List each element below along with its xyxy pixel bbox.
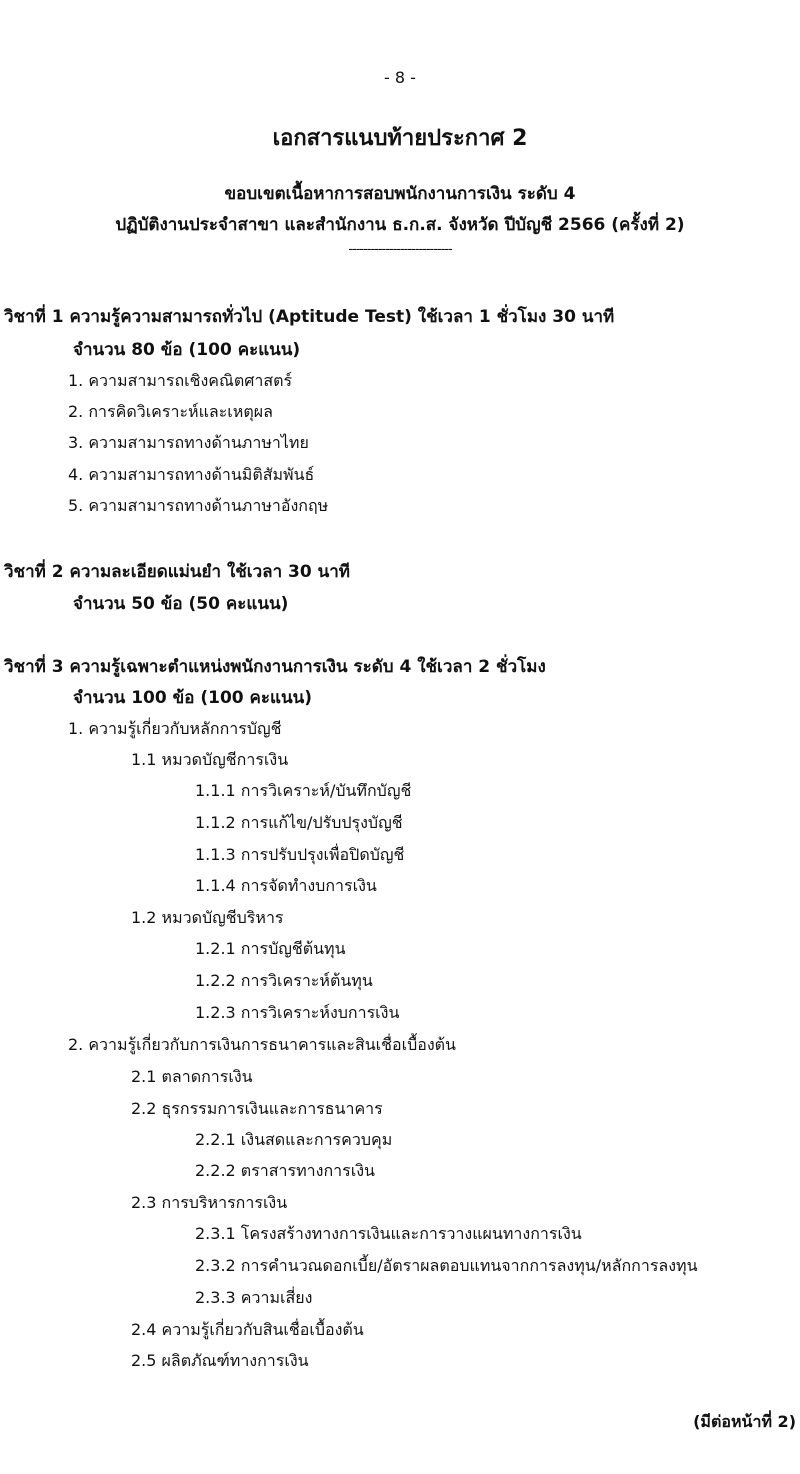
list-item: 2. การคิดวิเคราะห์และเหตุผล [68, 402, 273, 421]
topic-1-2: 1.2 หมวดบัญชีบริหาร [131, 908, 284, 927]
topic-2-5: 2.5 ผลิตภัณฑ์ทางการเงิน [131, 1351, 309, 1370]
topic-1-1-1: 1.1.1 การวิเคราะห์/บันทึกบัญชี [195, 781, 412, 800]
topic-2-3-2: 2.3.2 การคำนวณดอกเบี้ย/อัตราผลตอบแทนจากการลงทุน/หลักการลงทุน [195, 1256, 698, 1275]
topic-2-2: 2.2 ธุรกรรมการเงินและการธนาคาร [131, 1099, 383, 1118]
topic-2-2-2: 2.2.2 ตราสารทางการเงิน [195, 1161, 375, 1180]
subject-2-heading: วิชาที่ 2 ความละเอียดแม่นยำ ใช้เวลา 30 นาที [4, 562, 350, 582]
page-number: - 8 - [384, 68, 416, 87]
topic-1-1-3: 1.1.3 การปรับปรุงเพื่อปิดบัญชี [195, 845, 405, 864]
list-item: 5. ความสามารถทางด้านภาษาอังกฤษ [68, 496, 329, 515]
list-item: 4. ความสามารถทางด้านมิติสัมพันธ์ [68, 465, 315, 484]
topic-1: 1. ความรู้เกี่ยวกับหลักการบัญชี [68, 719, 282, 738]
continued-note: (มีต่อหน้าที่ 2) [693, 1412, 796, 1431]
topic-1-2-1: 1.2.1 การบัญชีต้นทุน [195, 939, 346, 958]
subtitle-line-2: ปฏิบัติงานประจำสาขา และสำนักงาน ธ.ก.ส. จังหวัด ปีบัญชี 2566 (ครั้งที่ 2) [115, 215, 685, 235]
topic-2-3-3: 2.3.3 ความเสี่ยง [195, 1288, 313, 1307]
subject-1-heading: วิชาที่ 1 ความรู้ความสามารถทั่วไป (Aptitude Test) ใช้เวลา 1 ชั่วโมง 30 นาที [4, 307, 615, 327]
subject-1-count: จำนวน 80 ข้อ (100 คะแนน) [73, 340, 301, 360]
topic-1-2-3: 1.2.3 การวิเคราะห์งบการเงิน [195, 1003, 400, 1022]
subject-2-count: จำนวน 50 ข้อ (50 คะแนน) [73, 594, 289, 614]
topic-2-3: 2.3 การบริหารการเงิน [131, 1193, 288, 1212]
topic-2: 2. ความรู้เกี่ยวกับการเงินการธนาคารและสินเชื่อเบื้องต้น [68, 1035, 456, 1054]
subject-3-count: จำนวน 100 ข้อ (100 คะแนน) [73, 688, 313, 708]
topic-2-2-1: 2.2.1 เงินสดและการควบคุม [195, 1130, 393, 1149]
list-item: 3. ความสามารถทางด้านภาษาไทย [68, 433, 309, 452]
topic-1-1-4: 1.1.4 การจัดทำงบการเงิน [195, 876, 377, 895]
topic-1-1: 1.1 หมวดบัญชีการเงิน [131, 750, 289, 769]
document-title: เอกสารแนบท้ายประกาศ 2 [272, 126, 528, 151]
subtitle-line-1: ขอบเขตเนื้อหาการสอบพนักงานการเงิน ระดับ 4 [224, 184, 576, 204]
divider: ---------------------------- [348, 242, 452, 257]
subject-3-heading: วิชาที่ 3 ความรู้เฉพาะตำแหน่งพนักงานการเงิน ระดับ 4 ใช้เวลา 2 ชั่วโมง [4, 657, 546, 677]
topic-2-4: 2.4 ความรู้เกี่ยวกับสินเชื่อเบื้องต้น [131, 1320, 364, 1339]
topic-2-1: 2.1 ตลาดการเงิน [131, 1067, 253, 1086]
list-item: 1. ความสามารถเชิงคณิตศาสตร์ [68, 371, 293, 390]
topic-2-3-1: 2.3.1 โครงสร้างทางการเงินและการวางแผนทางการเงิน [195, 1224, 582, 1243]
topic-1-1-2: 1.1.2 การแก้ไข/ปรับปรุงบัญชี [195, 813, 403, 832]
topic-1-2-2: 1.2.2 การวิเคราะห์ต้นทุน [195, 971, 373, 990]
